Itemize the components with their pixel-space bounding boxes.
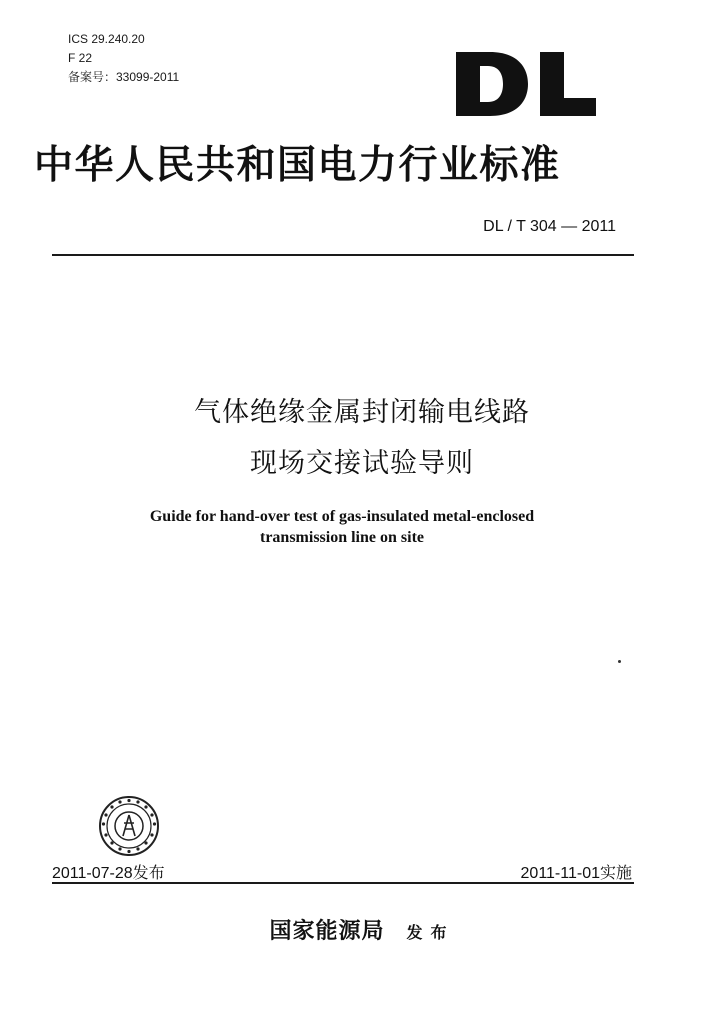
document-title-cn-line2: 现场交接试验导则 xyxy=(250,448,474,479)
publisher-line xyxy=(0,914,724,945)
standard-code: DL / T 304 — 2011 xyxy=(483,218,616,235)
dl-logo xyxy=(456,52,596,116)
ics-code: ICS 29.240.20 xyxy=(68,32,145,46)
document-title-en-line1: Guide for hand-over test of gas-insulated metal-enclosed xyxy=(149,508,535,525)
document-title-cn-line1: 气体绝缘金属封闭输电线路 xyxy=(194,397,530,428)
publisher-action: 发布 xyxy=(406,923,455,942)
issue-date: 2011-07-28发布 xyxy=(52,865,165,882)
publisher-name: 国家能源局 xyxy=(269,918,385,944)
ccs-code: F 22 xyxy=(68,51,93,65)
record-number: 备案号：33099-2011 xyxy=(68,70,180,84)
standard-body-title: 中华人民共和国电力行业标准 xyxy=(34,142,561,188)
print-speck xyxy=(618,660,621,663)
document-title-en-line2: transmission line on site xyxy=(259,529,424,546)
implement-date: 2011-11-01实施 xyxy=(520,865,632,882)
china-electric-power-press-seal-icon xyxy=(98,795,160,857)
header-divider xyxy=(52,254,634,256)
footer-divider xyxy=(52,882,634,884)
